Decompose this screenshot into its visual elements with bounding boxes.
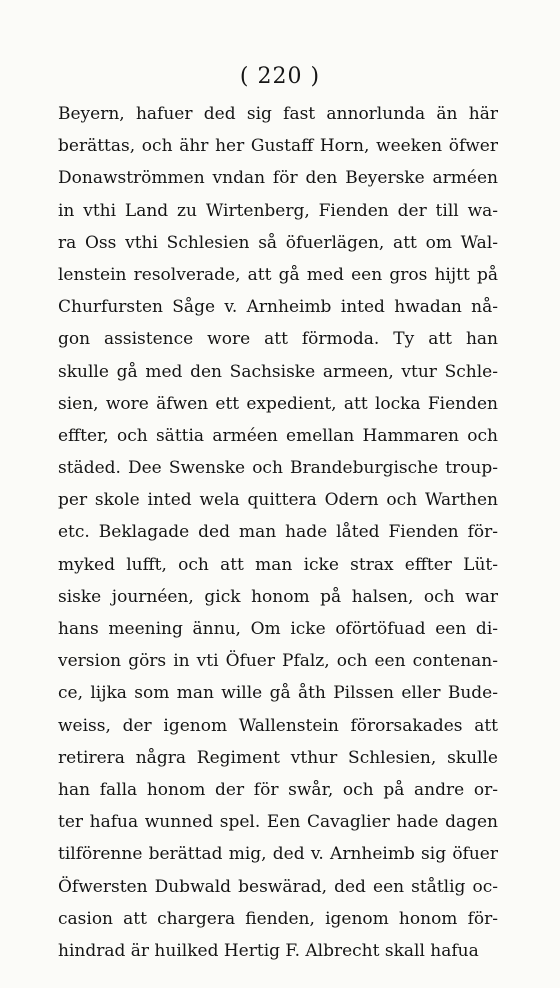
text-line: version görs in vti Öfuer Pfalz, och een contenan- xyxy=(58,651,498,672)
page-number: ( 220 ) xyxy=(239,64,321,89)
text-line: casion att chargera fienden, igenom honom för- xyxy=(58,908,498,929)
text-line: Öfwersten Dubwald beswärad, ded een ståtlig oc- xyxy=(58,876,498,897)
text-line: städed. Dee Swenske och Brandeburgische troup- xyxy=(58,458,498,479)
text-line: Churfursten Såge v. Arnheimb inted hwadan nå- xyxy=(58,297,498,318)
text-line: berättas, och ähr her Gustaff Horn, weeken öfwer xyxy=(58,136,498,157)
text-line: hindrad är huilked Hertig F. Albrecht skall hafua xyxy=(58,940,479,961)
text-line: skulle gå med den Sachsiske armeen, vtur Schle- xyxy=(58,361,498,382)
text-line: myked lufft, och att man icke strax effter Lüt- xyxy=(58,554,498,575)
text-line: ter hafua wunned spel. Een Cavaglier hade dagen xyxy=(58,812,498,833)
text-line: ce, lijka som man wille gå åth Pilssen eller Bude- xyxy=(58,683,498,704)
text-line: etc. Beklagade ded man hade låted Fienden för- xyxy=(58,522,498,543)
text-line: siske journéen, gick honom på halsen, och war xyxy=(58,586,498,607)
text-line: lenstein resolverade, att gå med een gros hijtt på xyxy=(58,264,498,285)
text-line: effter, och sättia arméen emellan Hammaren och xyxy=(58,425,498,446)
text-line: Beyern, hafuer ded sig fast annorlunda än här xyxy=(58,104,498,124)
text-line: ra Oss vthi Schlesien så öfuerlägen, att om Wal- xyxy=(58,232,498,253)
text-line: weiss, der igenom Wallenstein förorsakades att xyxy=(58,715,498,736)
text-line: sien, wore äfwen ett expedient, att locka Fienden xyxy=(58,393,498,414)
text-line: retirera några Regiment vthur Schlesien, skulle xyxy=(58,747,498,768)
text-line: tilförenne berättad mig, ded v. Arnheimb sig öfuer xyxy=(58,844,498,865)
text-line: gon assistence wore att förmoda. Ty att han xyxy=(58,329,498,350)
text-line: hans meening ännu, Om icke oförtöfuad een di- xyxy=(58,619,498,639)
text-line: han falla honom der för swår, och på andre or- xyxy=(58,779,498,800)
text-line: Donawströmmen vndan för den Beyerske arméen xyxy=(58,168,498,189)
text-line: per skole inted wela quittera Odern och Warthen xyxy=(58,490,498,511)
text-line: in vthi Land zu Wirtenberg, Fienden der till wa- xyxy=(58,200,498,221)
body-text xyxy=(58,98,498,967)
